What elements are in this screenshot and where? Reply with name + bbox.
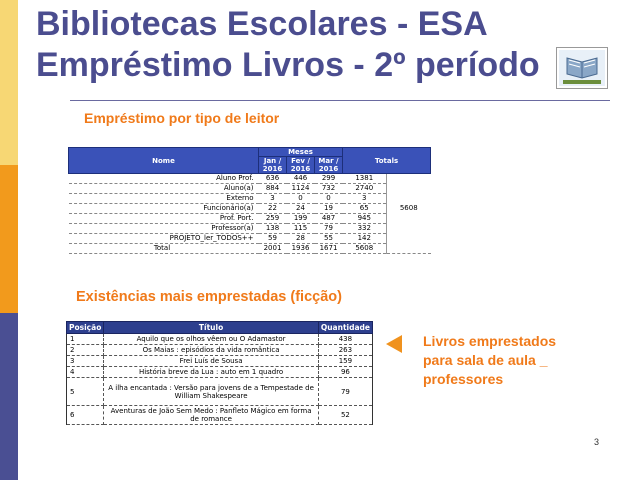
cell-mar: 299 <box>315 174 343 184</box>
library-logo-icon <box>556 47 608 89</box>
col-header-month: Mar / 2016 <box>315 157 343 174</box>
callout-line: para sala de aula _ <box>423 352 548 368</box>
cell-title: Os Maias : episódios da vida romântica <box>104 345 318 356</box>
cell-total: 2740 <box>343 184 387 194</box>
col-header-month: Fev / 2016 <box>287 157 315 174</box>
col-header-title: Título <box>104 322 318 334</box>
cell-quantity: 96 <box>318 367 372 378</box>
table-row <box>69 184 431 194</box>
table-row <box>69 174 431 184</box>
cell-fev: 446 <box>287 174 315 184</box>
cell-quantity: 52 <box>318 406 372 425</box>
cell-title: Frei Luís de Sousa <box>104 356 318 367</box>
cell-total: 332 <box>343 224 387 234</box>
cell-total: 65 <box>343 204 387 214</box>
col-header-months: Meses <box>259 148 343 157</box>
cell-total: 945 <box>343 214 387 224</box>
table-row <box>67 345 373 356</box>
cell-jan: 59 <box>259 234 287 244</box>
cell-fev: 1936 <box>287 244 315 254</box>
table-row <box>67 378 373 406</box>
cell-title: Aventuras de João Sem Medo : Panfleto Mágico em forma de romance <box>104 406 318 425</box>
cell-total: 5608 <box>343 244 387 254</box>
section-heading-fiction: Existências mais emprestadas (ficção) <box>76 289 342 305</box>
cell-fev: 1124 <box>287 184 315 194</box>
cell-title: História breve da Lua : auto em 1 quadro <box>104 367 318 378</box>
cell-fev: 24 <box>287 204 315 214</box>
top-fiction-table <box>66 321 373 425</box>
accent-divider <box>18 0 21 480</box>
cell-title: Aquilo que os olhos vêem ou O Adamastor <box>104 334 318 345</box>
row-name: Funcionário(a) <box>69 204 259 214</box>
table-row <box>67 334 373 345</box>
cell-mar: 1671 <box>315 244 343 254</box>
cell-position: 6 <box>67 406 104 425</box>
cell-jan: 2001 <box>259 244 287 254</box>
table-row <box>67 367 373 378</box>
cell-fev: 28 <box>287 234 315 244</box>
cell-position: 2 <box>67 345 104 356</box>
col-header-position: Posição <box>67 322 104 334</box>
accent-bar-orange <box>0 165 18 313</box>
col-header-name: Nome <box>69 148 259 174</box>
table-row <box>67 356 373 367</box>
cell-position: 3 <box>67 356 104 367</box>
accent-bar-blue <box>0 313 18 480</box>
cell-position: 5 <box>67 378 104 406</box>
slide-title-line2: Empréstimo Livros - 2º período <box>36 46 540 84</box>
cell-quantity: 438 <box>318 334 372 345</box>
cell-jan: 138 <box>259 224 287 234</box>
cell-title: A ilha encantada : Versão para jovens de a Tempestade de William Shakespeare <box>104 378 318 406</box>
accent-bar-yellow <box>0 0 18 165</box>
row-name: Prof. Port. <box>69 214 259 224</box>
cell-mar: 55 <box>315 234 343 244</box>
row-name: Aluno Prof. <box>69 174 259 184</box>
empty-cell <box>387 244 431 254</box>
page-number: 3 <box>594 437 600 447</box>
slide-title-line1: Bibliotecas Escolares - ESA <box>36 5 488 43</box>
grand-total-cell: 5608 <box>387 174 431 244</box>
arrow-left-icon <box>386 335 402 353</box>
cell-fev: 115 <box>287 224 315 234</box>
table-row <box>69 214 431 224</box>
table-row-total <box>69 244 431 254</box>
cell-fev: 199 <box>287 214 315 224</box>
col-header-totals: Totals <box>343 148 431 174</box>
cell-jan: 636 <box>259 174 287 184</box>
loans-by-reader-table <box>68 147 431 254</box>
table-row <box>69 234 431 244</box>
cell-mar: 732 <box>315 184 343 194</box>
cell-jan: 259 <box>259 214 287 224</box>
col-header-month: Jan / 2016 <box>259 157 287 174</box>
cell-quantity: 159 <box>318 356 372 367</box>
cell-jan: 3 <box>259 194 287 204</box>
row-name: Professor(a) <box>69 224 259 234</box>
cell-mar: 79 <box>315 224 343 234</box>
row-name: PROJETO_ler_TODOS++ <box>69 234 259 244</box>
cell-position: 4 <box>67 367 104 378</box>
row-name: Aluno(a) <box>69 184 259 194</box>
row-name: Externo <box>69 194 259 204</box>
cell-jan: 884 <box>259 184 287 194</box>
table-row <box>69 204 431 214</box>
table-row <box>69 224 431 234</box>
section-heading-loans: Empréstimo por tipo de leitor <box>84 110 280 126</box>
cell-quantity: 263 <box>318 345 372 356</box>
cell-position: 1 <box>67 334 104 345</box>
slide-title <box>36 4 576 86</box>
table-row <box>69 194 431 204</box>
cell-mar: 0 <box>315 194 343 204</box>
cell-fev: 0 <box>287 194 315 204</box>
cell-jan: 22 <box>259 204 287 214</box>
cell-total: 3 <box>343 194 387 204</box>
callout-text <box>423 332 593 389</box>
cell-mar: 487 <box>315 214 343 224</box>
table-row <box>67 406 373 425</box>
title-divider <box>70 100 610 101</box>
cell-quantity: 79 <box>318 378 372 406</box>
row-name: Total <box>69 244 259 254</box>
callout-line: professores <box>423 371 504 387</box>
callout-line: Livros emprestados <box>423 333 557 349</box>
cell-mar: 19 <box>315 204 343 214</box>
col-header-quantity: Quantidade <box>318 322 372 334</box>
cell-total: 1381 <box>343 174 387 184</box>
cell-total: 142 <box>343 234 387 244</box>
